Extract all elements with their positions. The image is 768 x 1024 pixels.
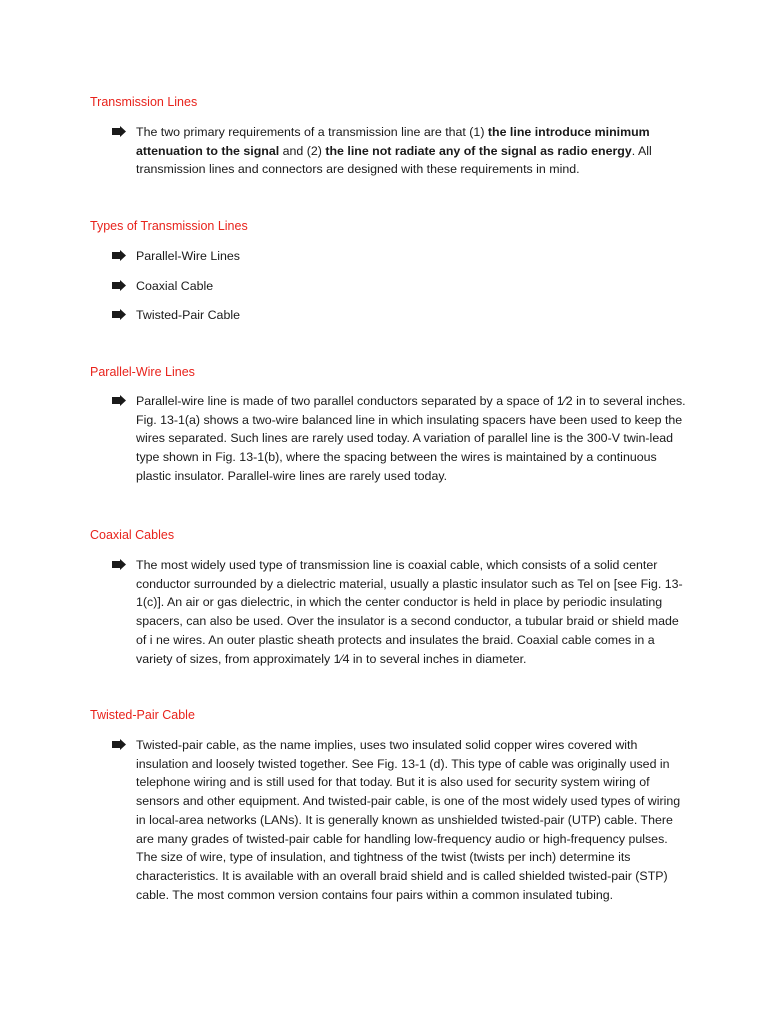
list-item bbox=[90, 247, 690, 277]
section-heading: Twisted-Pair Cable bbox=[90, 708, 195, 722]
bullet-paragraph bbox=[90, 392, 690, 486]
pointing-hand-icon bbox=[112, 250, 126, 261]
bullet-text: Twisted-pair cable, as the name implies, uses two insulated solid copper wires covered with insulation and loosely twisted together. See Fig. 13-1 (d). This type of cable was originally used in telephone wiring and is still used for that today. But it is also used for security system wiring of sensors and other equipment. And twisted-pair cable, is one of the most widely used types of wiring in local-area networks (LANs). It is generally known as unshielded twisted-pair (UTP) cable. There are many grades of twisted-pair cable for handling low-frequency audio or high-frequency pulses. The size of wire, type of insulation, and tightness of the twist (twists per inch) determine its characteristics. It is available with an overall braid shield and is called shielded twisted-pair (STP) cable. The most common version contains four pairs within a common insulated tubing. bbox=[136, 738, 681, 902]
pointing-hand-icon bbox=[112, 739, 126, 750]
list-item-label: Parallel-Wire Lines bbox=[136, 249, 240, 263]
section-parallel-wire bbox=[90, 364, 690, 486]
bullet-text: The most widely used type of transmission line is coaxial cable, which consists of a solid center conductor surrounded by a dielectric material, usually a plastic insulator such as Tel on [see Fig. 13-1(c)]. An air or gas dielectric, in which the center conductor is held in place by periodic insulating spacers, can also be used. Over the insulator is a second conductor, a tubular braid or shield made of i ne wires. An outer plastic sheath protects and insulates the braid. Coaxial cable comes in a variety of sizes, from approximately 1⁄4 in to several inches in diameter. bbox=[136, 558, 683, 666]
section-heading: Coaxial Cables bbox=[90, 528, 175, 542]
bullet-paragraph bbox=[90, 736, 690, 904]
bullet-text: Parallel-wire line is made of two parallel conductors separated by a space of 1⁄2 in to several inches. Fig. 13-1(a) shows a two-wire balanced line in which insulating spacers have been used to keep the wires separated. Such lines are rarely used today. A variation of parallel line is the 300-V twin-lead type shown in Fig. 13-1(b), where the spacing between the wires is maintained by a continuous plastic insulator. Parallel-wire lines are rarely used today. bbox=[136, 394, 686, 483]
types-list bbox=[90, 247, 690, 336]
section-heading: Parallel-Wire Lines bbox=[90, 365, 195, 379]
section-twisted-pair bbox=[90, 707, 690, 904]
bullet-text: The two primary requirements of a transmission line are that (1) bbox=[136, 125, 488, 139]
section-transmission-lines bbox=[90, 94, 690, 179]
bullet-paragraph bbox=[90, 123, 690, 179]
list-item bbox=[90, 306, 690, 336]
pointing-hand-icon bbox=[112, 280, 126, 291]
list-item-label: Coaxial Cable bbox=[136, 278, 214, 293]
list-item-label: Twisted-Pair Cable bbox=[136, 308, 240, 322]
pointing-hand-icon bbox=[112, 309, 126, 320]
list-item bbox=[90, 277, 690, 307]
bullet-bold-text: the line introduce minimum attenuation to the signal bbox=[136, 125, 650, 158]
bullet-text: . All transmission lines and connectors are designed with these requirements in mind. bbox=[136, 143, 652, 177]
bullet-bold-text: the line not radiate any of the signal as radio energy bbox=[325, 143, 632, 158]
bullet-text: and (2) bbox=[279, 143, 326, 158]
pointing-hand-icon bbox=[112, 126, 126, 137]
pointing-hand-icon bbox=[112, 559, 126, 570]
pointing-hand-icon bbox=[112, 395, 126, 406]
section-types bbox=[90, 218, 690, 336]
section-heading: Types of Transmission Lines bbox=[90, 219, 248, 233]
bullet-paragraph bbox=[90, 556, 690, 668]
section-heading: Transmission Lines bbox=[90, 95, 198, 109]
section-coaxial bbox=[90, 527, 690, 668]
